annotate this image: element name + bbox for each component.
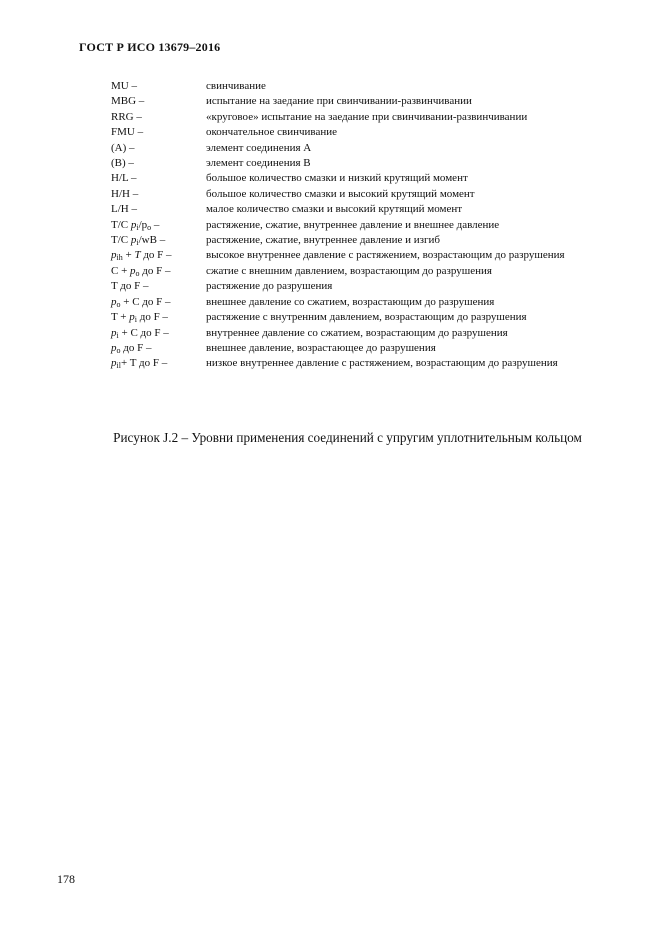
legend-term [111,326,206,341]
legend-description: сжатие с внешним давлением, возрастающим до разрушения [206,264,492,277]
legend-term-part: o [135,268,140,278]
legend-description: элемент соединения А [206,141,312,154]
legend-term-part: T/C [111,218,131,231]
legend-term-part: p [129,311,135,324]
legend-term-part: il [116,361,121,371]
legend-description: большое количество смазки и высокий крутящий момент [206,187,475,200]
legend-term: MBG – [111,95,145,108]
legend-row [111,79,611,94]
legend-row [111,171,611,186]
legend-term: MU – [111,80,137,92]
legend-term: H/L – [111,172,137,185]
legend-term-part: + T до F – [120,357,168,370]
legend-row [111,94,611,109]
legend-term-part: i [134,315,137,325]
legend-row [111,187,611,202]
legend-term [111,233,206,248]
legend-row [111,341,611,356]
legend-term-part: T [134,249,141,262]
legend-term [111,295,206,310]
legend-term-part: T/C [111,234,131,247]
legend-term-part: p [111,249,117,262]
legend-description: малое количество смазки и высокий крутящий момент [206,203,463,216]
legend-description: элемент соединения В [206,157,311,170]
legend-description: растяжение, сжатие, внутреннее давление и внешнее давление [206,218,500,231]
legend-term-part: ih [116,253,123,263]
legend-list [111,79,611,372]
legend-description: испытание на заедание при свинчивании-развинчивании [206,95,472,108]
legend-term-part: i [136,222,139,232]
legend-term [111,248,206,263]
legend-term-part: o [116,345,121,355]
legend-description: свинчивание [206,80,266,92]
legend-description: растяжение с внутренним давлением, возрастающим до разрушения [206,311,527,324]
legend-row [111,248,611,263]
legend-term: L/H – [111,203,137,216]
legend-term: FMU – [111,126,144,139]
legend-term-part: /p [138,218,148,231]
legend-term-part: p [130,264,136,277]
legend-description: окончательное свинчивание [206,126,338,139]
legend-term [111,218,206,233]
legend-row [111,310,611,325]
figure-caption: Рисунок J.2 – Уровни применения соединений с упругим уплотнительным кольцом [113,430,582,445]
legend-term-part: p [130,218,137,231]
legend-term-part: до F – [136,311,168,324]
legend-term-part: + C до F – [120,295,171,308]
legend-description: растяжение до разрушения [206,280,333,293]
legend-term-part: o [116,299,121,309]
legend-term-part: p [130,234,137,247]
legend-term: T до F – [111,280,149,293]
legend-description: растяжение, сжатие, внутреннее давление и изгиб [206,234,440,247]
legend-row [111,356,611,371]
legend-description: низкое внутреннее давление с растяжением, возрастающим до разрушения [206,357,558,370]
legend-term: (B) – [111,157,134,170]
legend-term-part: i [136,238,139,248]
legend-row [111,295,611,310]
legend-row [111,264,611,279]
legend-row [111,326,611,341]
legend-term-part: i [116,330,119,340]
legend-description: высокое внутреннее давление с растяжением, возрастающим до разрушения [206,249,565,262]
legend-term [111,264,206,279]
legend-term: (A) – [111,141,135,154]
legend-term-part: /wB – [138,234,166,247]
legend-term: H/H – [111,187,139,200]
legend-term-part: – [151,218,160,231]
page-header: ГОСТ Р ИСО 13679–2016 [79,40,221,54]
legend-row [111,156,611,171]
legend-description: «круговое» испытание на заедание при свинчивании-развинчивании [206,110,528,123]
page-number: 178 [57,872,75,886]
legend-term-part: + C до F – [118,326,169,339]
legend-description: большое количество смазки и низкий крутящий момент [206,172,468,185]
legend-term-part: до F – [139,264,171,277]
legend-term-part: T + [111,311,130,324]
legend-description: внутреннее давление со сжатием, возрастающим до разрушения [206,326,508,339]
legend-term [111,310,206,325]
legend-term-part: p [111,326,117,339]
legend-term-part: до F – [120,341,152,354]
legend-term [111,341,206,356]
legend-row [111,141,611,156]
legend-description: внешнее давление со сжатием, возрастающим до разрушения [206,295,495,308]
legend-term-part: C + [111,264,131,277]
legend-row [111,233,611,248]
legend-row [111,125,611,140]
legend-term-part: p [111,357,117,370]
legend-row [111,110,611,125]
legend-term-part: + [122,249,135,262]
legend-row [111,202,611,217]
legend-term [111,356,206,371]
legend-row [111,218,611,233]
legend-description: внешнее давление, возрастающее до разрушения [206,341,436,354]
legend-term-part: до F – [140,249,172,262]
legend-term-part: p [111,295,117,308]
legend-row [111,279,611,294]
legend-term-part: o [147,222,152,232]
legend-term: RRG – [111,110,142,123]
legend-term-part: p [111,341,117,354]
